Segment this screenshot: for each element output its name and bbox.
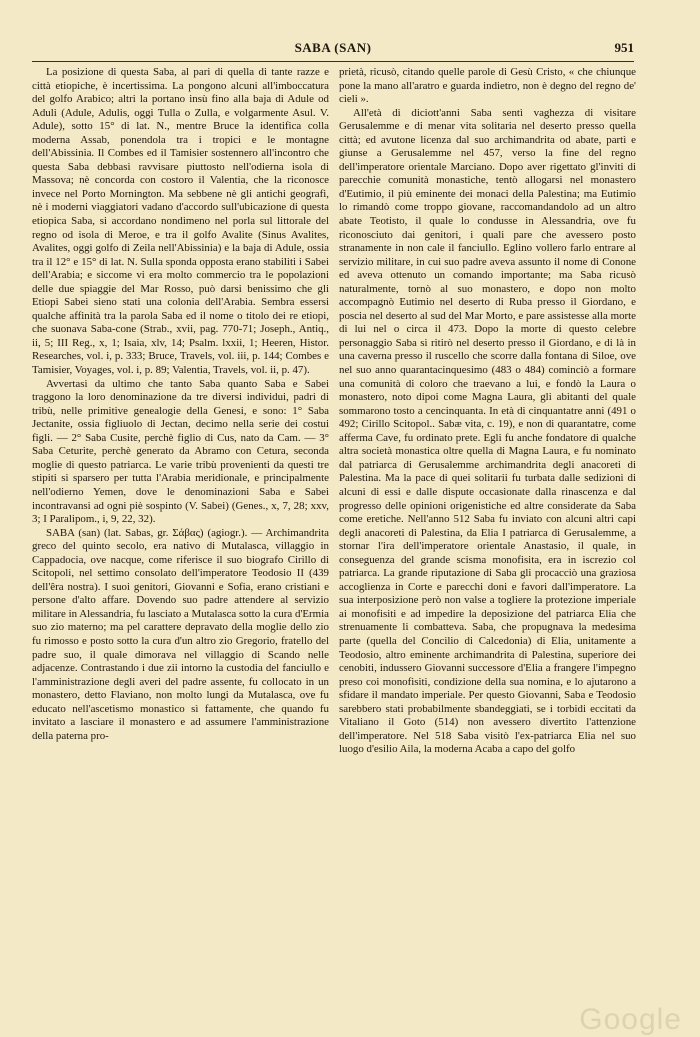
header-rule — [32, 61, 634, 62]
page-number: 951 — [614, 40, 634, 55]
paragraph-saba-tribes: Avvertasi da ultimo che tanto Saba quanto Saba e Sabei traggono la loro denominazione da tre diversi individui, padri di tribù, nelle primitive genealogie della Genesi, e sono: 1° Saba Jectanite, ossia figliuolo di Jectan, decimo nella serie dei costui figli. — 2° Saba Cusite, perchè figlio di Cus, nato da Cam. — 3° Saba Ceturite, perchè generato da Abramo con Cetura, seconda moglie di questo patriarca. Le varie tribù provenienti da questi tre stipiti si sparsero per tutta l'Arabia meridionale, e principalmente nell'odierno Yemen, dove le denominazioni Saba e Sabei incontravansi ad ogni piè sospinto (V. Sabei) (Genes., x, 7, 28; xxv, 3; I Paralipom., i, 9, 22, 32). — [32, 377, 329, 526]
paragraph-saba-life: All'età di diciott'anni Saba sentì vaghezza di visitare Gerusalemme e di menar vita solitaria nel deserto presso quella città; ed avutone licenza dal suo archimandrita od abate, partì e giunse a Gerusalemme nel 457, verso la fine del regno dell'imperatore orientale Marciano. Dopo aver rigettato gl'inviti di parecchie comunità monastiche, tentò allogarsi nel monastero d'Eutimio, il più eminente dei monaci della Palestina; ma Eutimio lo rimandò come troppo giovane, raccomandandolo ad un altro abate Teotisto, il quale lo condusse in Alessandria, ove fu riconosciuto dai genitori, i quali pare che avessero posto stranamente in non cale il fanciullo. Eglino vollero farlo entrare al servizio militare, in cui suo padre aveva assunto il nome di Conone ed aveva ottenuto un comando importante; ma Saba ricusò naturalmente, tornò al suo monastero, e dopo non molto accompagnò Eutimio nel deserto di Ruba presso il Giordano, e poscia nel deserto al sud del Mar Morto, e pare assistesse alla morte di lui nel o circa il 473. Dopo la morte di questo celebre personaggio Saba si ritirò nel deserto presso il Giordano, e di là in una caverna presso il ruscello che scorre dalla fontana di Siloe, ove nel suo anno quarantacinquesimo (483 o 484) cominciò a formare una comunità di coloro che traevano a lui, e fondò la Laura o monastero, noto dipoi come Magna Laura, gli abitanti del quale sommarono tosto a cencinquanta. In età di cinquantatre anni (491 o 492; Cirillo Scitopol.. Sabæ vita, c. 19), e non di quarantatre, come afferma Cave, fu ordinato prete. Egli fu anche fondatore di qualche altra società monastica oltre quella di Magna Laura, e fu nominato dal patriarca di Gerusalemme archimandrita degli anacoreti di Palestina. Ma la pace di quei solitarii fu turbata dalle sedizioni di alcuni di essi e dalle dispute occasionate dalla rinascenza e dal progresso delle opinioni origenistiche ed altre considerate da Saba come eretiche. Nell'anno 512 Saba fu inviato con alcuni altri capi degli anacoreti di Palestina, da Elia I patriarca di Gerusalemme, a stornar l'ira dell'imperatore orientale Anastasio, il quale, in conseguenza del grande scisma monofisita, era in iscrezio col patriarca. La grande riputazione di Saba gli procacciò una graziosa accoglienza in Corte e parecchi doni e favori dall'imperatore. La sua interposizione però non valse a togliere la protezione imperiale ai monofisiti e ad impedire la deposizione del patriarca Elia che strenuamente li combatteva. Saba, che propugnava la medesima parte (quella del Concilio di Calcedonia) di Elia, unitamente a Teodosio, altro eminente archimandrita di Palestina, superiore dei cenobiti, indussero Giovanni successore d'Elia a frangere l'impegno preso coi monofisiti, condizione della sua nomina, e lo ajutarono a sfidare il mandato imperiale. Per questo Giovanni, Saba e Teodosio sarebbero stati probabilmente sbandeggiati, se i torbidi eccitati da Vitaliano il Goto (514) non avessero divertito l'attenzione dell'imperatore. Nel 518 Saba visitò l'ex-patriarca Elia nel suo luogo d'esilio Aila, la moderna Acaba a capo del golfo — [339, 106, 636, 756]
paragraph-continuation: prietà, ricusò, citando quelle parole di Gesù Cristo, « che chiunque pone la mano all'aratro e guarda indietro, non è degno del regno de' cieli ». — [339, 66, 636, 106]
running-title: SABA (SAN) — [294, 40, 372, 55]
left-column — [32, 66, 329, 743]
page-header — [32, 40, 634, 58]
watermark: Google — [579, 1003, 682, 1036]
right-column — [339, 66, 636, 757]
paragraph-san-saba-entry: SABA (san) (lat. Sabas, gr. Σάβας) (agiogr.). — Archimandrita greco del quinto secolo, era nativo di Mutalasca, villaggio in Cappadocia, ove nacque, come riferisce il suo biografo Cirillo di Scitopoli, nel settimo consolato dell'imperatore Teodosio II (439 dell'êra nostra). I suoi genitori, Giovanni e Sofia, erano cristiani e persone d'alto affare. Dovendo suo padre attendere al servizio militare in Alessandria, fu lasciato a Mutalasca sotto la cura d'Ermia suo zio materno; ma pel carattere depravato della moglie dello zio fu rimosso e posto sotto la cura d'un altro zio Gregorio, fratello del padre suo, il quale dimorava nel villaggio di Scando nelle adjacenze. Contrastando i due zii intorno la custodia del fanciullo e l'amministrazione degli averi del padre assente, fu collocato in un monastero, detto Flaviano, non molto lungi da Mutalasca, ove fu educato nell'ascetismo monastico sì fattamente, che quando fu invitato a lasciare il monastero e ad assumere l'amministrazione della paterna pro- — [32, 526, 329, 742]
paragraph-saba-location: La posizione di questa Saba, al pari di quella di tante razze e città etiopiche, è incertissima. La pongono alcuni all'imboccatura del golfo Arabico; altri la portano insù fino alla baja di Adule od Aduli (Adule, Adulis, oggi Tulla o Zulla, e volgarmente Asul. V. Adule), sotto 15° di lat. N., mentre Bruce la identifica colla moderna Assab, ponendola tra i tropici e le montagne dell'Abissinia. Il Combes ed il Tamisier sostennero all'incontro che questa Saba debbasi ravvisare piuttosto nell'odierna isola di Massova; nè concorda con costoro il Valentia, che la riconosce invece nel Porto Mornington. Ma sebbene nè gli antichi geografi, nè i moderni viaggiatori vadano d'accordo sull'ubicazione di questa etiopica Saba, si accordano nondimeno nel porla sul littorale del regno od isola di Meroe, e tra il golfo Avalite (Sinus Avalites, Avalites, oggi golfo di Zeila nell'Abissinia) e la baja di Adule, ossia tra il 12° e 15° di lat. N. Sulla sponda opposta erano stabiliti i Sabei dell'Arabia; e siccome vi era molto commercio tra le popolazioni delle due spiaggie del Mar Rosso, può darsi benissimo che gli Etiopi Sabei sieno stati una colonia dell'Arabia. Sembra essersi qualche affinità tra la parola Saba ed il nome o titolo dei re etiopi, che suonava Saba-cone (Strab., xvii, pag. 770-71; Joseph., Antiq., ii, 5; III Reg., x, 1; Isaia, xlv, 14; Psalm. lxxii, 1; Heeren, Histor. Researches, vol. i, p. 333; Bruce, Travels, vol. iii, p. 144; Combes e Tamisier, Voyages, vol. i, p. 89; Valentia, Travels, vol. ii, p. 47). — [32, 66, 329, 377]
